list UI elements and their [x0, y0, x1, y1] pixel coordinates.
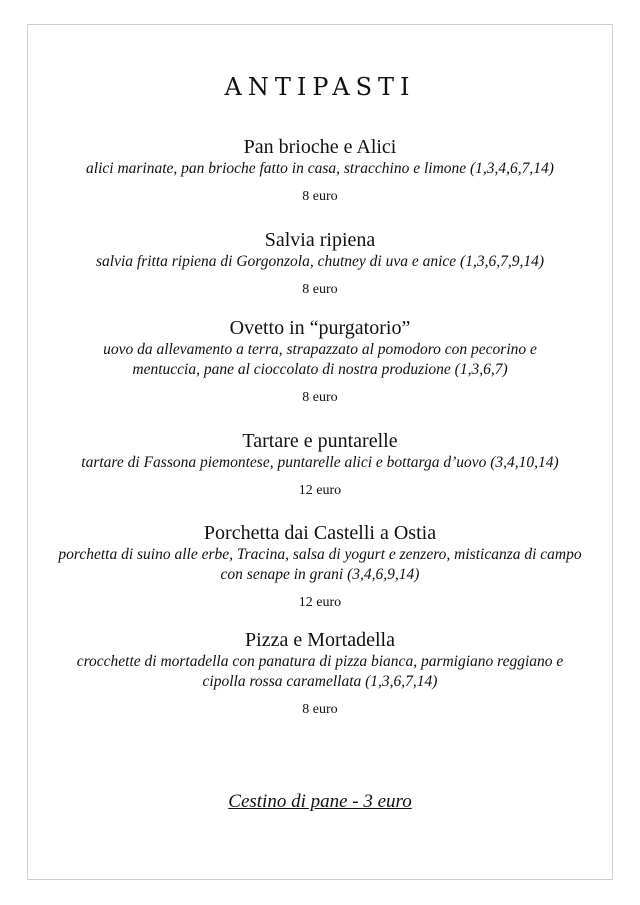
dish-price: 12 euro	[298, 483, 342, 498]
dish-price: 8 euro	[302, 702, 338, 717]
dish-name: Salvia ripiena	[264, 229, 376, 251]
menu-item	[28, 228, 612, 299]
menu-item	[28, 316, 612, 407]
dish-name: Pizza e Mortadella	[245, 629, 395, 651]
dish-name: Pan brioche e Alici	[243, 136, 397, 158]
dish-description: porchetta di suino alle erbe, Tracina, salsa di yogurt e zenzero, misticanza di campo con senape in grani (3,4,6,9,14)	[58, 546, 582, 583]
dish-price: 8 euro	[302, 390, 338, 405]
menu-page	[27, 24, 613, 880]
dish-name: Ovetto in “purgatorio”	[229, 317, 411, 339]
dish-description: tartare di Fassona piemontese, puntarelle alici e bottarga d’uovo (3,4,10,14)	[81, 454, 559, 471]
menu-item	[28, 135, 612, 206]
menu-item	[28, 429, 612, 500]
dish-price: 8 euro	[302, 282, 338, 297]
dish-description: salvia fritta ripiena di Gorgonzola, chutney di uva e anice (1,3,6,7,9,14)	[95, 253, 544, 270]
dish-name: Porchetta dai Castelli a Ostia	[203, 522, 437, 544]
menu-title: ANTIPASTI	[224, 73, 416, 101]
dish-description: uovo da allevamento a terra, strapazzato al pomodoro con pecorino e mentuccia, pane al cioccolato di nostra produzione (1,3,6,7)	[103, 341, 537, 378]
dish-price: 12 euro	[298, 595, 342, 610]
menu-item	[28, 628, 612, 719]
dish-description: alici marinate, pan brioche fatto in casa, stracchino e limone (1,3,4,6,7,14)	[86, 160, 554, 177]
bread-basket-note: Cestino di pane - 3 euro	[228, 791, 412, 812]
dish-name: Tartare e puntarelle	[242, 430, 398, 452]
menu-item	[28, 521, 612, 612]
dish-description: crocchette di mortadella con panatura di pizza bianca, parmigiano reggiano e cipolla rossa caramellata (1,3,6,7,14)	[76, 653, 564, 690]
dish-price: 8 euro	[302, 189, 338, 204]
